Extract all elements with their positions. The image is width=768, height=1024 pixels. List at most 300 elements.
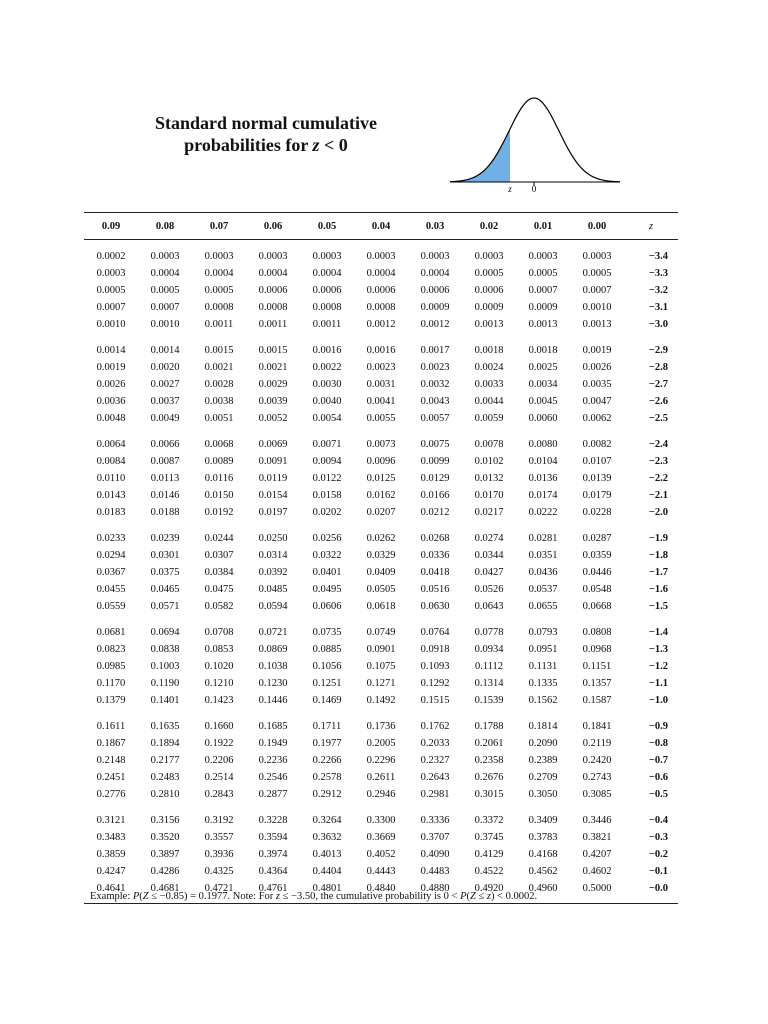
- table-cell: 0.2776: [96, 789, 126, 800]
- table-cell: 0.3446: [582, 815, 612, 826]
- table-cell: 0.0019: [96, 362, 126, 373]
- table-row: [84, 709, 678, 735]
- table-row: [84, 692, 678, 709]
- table-cell: 0.4247: [96, 866, 126, 877]
- row-z-value: −1.3: [648, 644, 668, 655]
- table-cell: 0.1003: [150, 661, 180, 672]
- table-cell: 0.0005: [96, 285, 126, 296]
- table-cell: 0.1038: [258, 661, 288, 672]
- table-cell: 0.0559: [96, 601, 126, 612]
- table-cell: 0.1020: [204, 661, 234, 672]
- table-cell: 0.0217: [474, 507, 504, 518]
- table-cell: 0.2451: [96, 772, 126, 783]
- table-row: [84, 393, 678, 410]
- table-cell: 0.2546: [258, 772, 288, 783]
- row-z-value: −2.4: [648, 439, 668, 450]
- table-row: [84, 316, 678, 333]
- table-cell: 0.0024: [474, 362, 504, 373]
- row-z-value: −1.4: [648, 627, 668, 638]
- table-cell: 0.0162: [366, 490, 396, 501]
- table-cell: 0.3336: [420, 815, 450, 826]
- column-header: 0.01: [516, 213, 570, 240]
- table-cell: 0.0005: [582, 268, 612, 279]
- title-line-2-suffix: < 0: [319, 135, 348, 155]
- table-cell: 0.0951: [528, 644, 558, 655]
- table-row: [84, 299, 678, 316]
- table-cell: 0.0618: [366, 601, 396, 612]
- table-cell: 0.0166: [420, 490, 450, 501]
- table-cell: 0.0287: [582, 533, 612, 544]
- table-cell: 0.0051: [204, 413, 234, 424]
- table-cell: 0.4443: [366, 866, 396, 877]
- table-cell: 0.0885: [312, 644, 342, 655]
- table-cell: 0.1492: [366, 695, 396, 706]
- table-cell: 0.4721: [192, 880, 246, 904]
- table-cell: 0.1093: [420, 661, 450, 672]
- table-cell: 0.4960: [516, 880, 570, 904]
- table-cell: 0.0129: [420, 473, 450, 484]
- table-cell: 0.0008: [312, 302, 342, 313]
- table-cell: 0.0582: [204, 601, 234, 612]
- table-cell: 0.0179: [582, 490, 612, 501]
- table-cell: 0.1539: [474, 695, 504, 706]
- table-cell: 0.0003: [150, 251, 180, 262]
- column-header: 0.06: [246, 213, 300, 240]
- note-part: Z: [142, 891, 149, 902]
- table-cell: 0.4286: [150, 866, 180, 877]
- table-cell: 0.0008: [366, 302, 396, 313]
- title-line-2: [140, 134, 392, 156]
- table-cell: 0.0392: [258, 567, 288, 578]
- table-row: [84, 581, 678, 598]
- table-row: [84, 863, 678, 880]
- row-z-value: −2.0: [648, 507, 668, 518]
- table-cell: 0.2946: [366, 789, 396, 800]
- table-cell: 0.1446: [258, 695, 288, 706]
- example-note: [90, 891, 537, 902]
- table-row: [84, 453, 678, 470]
- table-cell: 0.0025: [528, 362, 558, 373]
- table-cell: 0.2148: [96, 755, 126, 766]
- table-row: [84, 470, 678, 487]
- table-cell: 0.0202: [312, 507, 342, 518]
- row-z-value: −3.3: [648, 268, 668, 279]
- table-cell: 0.1131: [528, 661, 558, 672]
- table-cell: 0.0047: [582, 396, 612, 407]
- table-cell: 0.0188: [150, 507, 180, 518]
- table-cell: 0.4168: [528, 849, 558, 860]
- table-cell: 0.1611: [96, 721, 126, 732]
- table-cell: 0.0125: [366, 473, 396, 484]
- table-cell: 0.2483: [150, 772, 180, 783]
- table-cell: 0.0035: [582, 379, 612, 390]
- table-cell: 0.0708: [204, 627, 234, 638]
- table-cell: 0.3783: [528, 832, 558, 843]
- table-cell: 0.0192: [204, 507, 234, 518]
- note-part: ≤ −3.50, the cumulative probability is 0 <: [280, 891, 461, 902]
- table-cell: 0.0043: [420, 396, 450, 407]
- table-cell: 0.1379: [96, 695, 126, 706]
- table-cell: 0.0010: [150, 319, 180, 330]
- row-z-value: −0.5: [648, 789, 668, 800]
- table-cell: 0.1685: [258, 721, 288, 732]
- table-cell: 0.3085: [582, 789, 612, 800]
- table-cell: 0.0012: [420, 319, 450, 330]
- table-cell: 0.0091: [258, 456, 288, 467]
- row-z-value: −0.2: [648, 849, 668, 860]
- table-cell: 0.0003: [420, 251, 450, 262]
- row-z-value: −2.3: [648, 456, 668, 467]
- note-part: z: [275, 891, 281, 902]
- table-cell: 0.0375: [150, 567, 180, 578]
- table-cell: 0.2676: [474, 772, 504, 783]
- table-cell: 0.0359: [582, 550, 612, 561]
- table-cell: 0.0721: [258, 627, 288, 638]
- table-cell: 0.3483: [96, 832, 126, 843]
- table-cell: 0.2177: [150, 755, 180, 766]
- table-cell: 0.3594: [258, 832, 288, 843]
- table-cell: 0.1335: [528, 678, 558, 689]
- table-cell: 0.1151: [582, 661, 612, 672]
- table-cell: 0.0014: [96, 345, 126, 356]
- row-z-value: −0.3: [648, 832, 668, 843]
- column-header: 0.02: [462, 213, 516, 240]
- table-cell: 0.0027: [150, 379, 180, 390]
- column-header-z: z: [624, 213, 678, 240]
- table-cell: 0.0475: [204, 584, 234, 595]
- table-cell: 0.0009: [420, 302, 450, 313]
- table-cell: 0.4761: [246, 880, 300, 904]
- table-cell: 0.0668: [582, 601, 612, 612]
- table-cell: 0.0017: [420, 345, 450, 356]
- table-cell: 0.0003: [474, 251, 504, 262]
- table-cell: 0.4602: [582, 866, 612, 877]
- table-cell: 0.0367: [96, 567, 126, 578]
- table-cell: 0.0322: [312, 550, 342, 561]
- table-cell: 0.0041: [366, 396, 396, 407]
- table-cell: 0.2981: [420, 789, 450, 800]
- table-row: [84, 641, 678, 658]
- table-cell: 0.3228: [258, 815, 288, 826]
- row-z-value: −2.8: [648, 362, 668, 373]
- table-cell: 0.0418: [420, 567, 450, 578]
- table-cell: 0.1423: [204, 695, 234, 706]
- table-cell: 0.0003: [582, 251, 612, 262]
- table-cell: 0.1587: [582, 695, 612, 706]
- table-cell: 0.0071: [312, 439, 342, 450]
- table-cell: 0.0096: [366, 456, 396, 467]
- table-cell: 0.0048: [96, 413, 126, 424]
- note-part: ≤: [475, 891, 487, 902]
- table-cell: 0.0006: [366, 285, 396, 296]
- z-table: [84, 212, 678, 904]
- table-cell: 0.0132: [474, 473, 504, 484]
- table-cell: 0.0749: [366, 627, 396, 638]
- table-cell: 0.0256: [312, 533, 342, 544]
- table-cell: 0.1949: [258, 738, 288, 749]
- table-cell: 0.0212: [420, 507, 450, 518]
- table-cell: 0.0136: [528, 473, 558, 484]
- table-cell: 0.4840: [354, 880, 408, 904]
- table-cell: 0.0021: [204, 362, 234, 373]
- table-cell: 0.3372: [474, 815, 504, 826]
- table-cell: 0.1867: [96, 738, 126, 749]
- table-row: [84, 829, 678, 846]
- table-cell: 0.0094: [312, 456, 342, 467]
- table-cell: 0.4013: [312, 849, 342, 860]
- table-cell: 0.1469: [312, 695, 342, 706]
- row-z-value: −0.6: [648, 772, 668, 783]
- table-row: [84, 521, 678, 547]
- table-cell: 0.0174: [528, 490, 558, 501]
- table-cell: 0.0301: [150, 550, 180, 561]
- table-cell: 0.0694: [150, 627, 180, 638]
- table-cell: 0.0823: [96, 644, 126, 655]
- table-cell: 0.0004: [312, 268, 342, 279]
- table-row: [84, 504, 678, 521]
- table-cell: 0.0150: [204, 490, 234, 501]
- table-cell: 0.1977: [312, 738, 342, 749]
- row-z-value: −3.4: [648, 251, 668, 262]
- row-z-value: −1.8: [648, 550, 668, 561]
- row-z-value: −2.6: [648, 396, 668, 407]
- table-header-row: [84, 213, 678, 240]
- table-cell: 0.1841: [582, 721, 612, 732]
- table-cell: 0.0505: [366, 584, 396, 595]
- table-cell: 0.3192: [204, 815, 234, 826]
- row-z-value: −2.9: [648, 345, 668, 356]
- table-cell: 0.0020: [150, 362, 180, 373]
- table-cell: 0.4880: [408, 880, 462, 904]
- table-cell: 0.0170: [474, 490, 504, 501]
- title-z-symbol: z: [312, 135, 320, 155]
- table-row: [84, 282, 678, 299]
- row-z-value: −3.0: [648, 319, 668, 330]
- table-cell: 0.0250: [258, 533, 288, 544]
- table-cell: 0.0005: [204, 285, 234, 296]
- table-cell: 0.0038: [204, 396, 234, 407]
- table-cell: 0.1170: [96, 678, 126, 689]
- table-cell: 0.0078: [474, 439, 504, 450]
- table-row: [84, 240, 678, 266]
- table-cell: 0.1112: [474, 661, 504, 672]
- row-z-value: −0.7: [648, 755, 668, 766]
- table-cell: 0.0630: [420, 601, 450, 612]
- table-cell: 0.0526: [474, 584, 504, 595]
- table-cell: 0.0985: [96, 661, 126, 672]
- table-cell: 0.0068: [204, 439, 234, 450]
- table-cell: 0.0037: [150, 396, 180, 407]
- table-cell: 0.0268: [420, 533, 450, 544]
- table-row: [84, 359, 678, 376]
- table-cell: 0.0023: [420, 362, 450, 373]
- table-cell: 0.0119: [258, 473, 288, 484]
- table-cell: 0.4052: [366, 849, 396, 860]
- table-cell: 0.0548: [582, 584, 612, 595]
- table-cell: 0.0002: [96, 251, 126, 262]
- table-cell: 0.0003: [312, 251, 342, 262]
- table-cell: 0.0336: [420, 550, 450, 561]
- table-cell: 0.2206: [204, 755, 234, 766]
- table-cell: 0.4681: [138, 880, 192, 904]
- table-cell: 0.0016: [366, 345, 396, 356]
- table-cell: 0.0778: [474, 627, 504, 638]
- table-cell: 0.0016: [312, 345, 342, 356]
- table-cell: 0.0207: [366, 507, 396, 518]
- table-cell: 0.0082: [582, 439, 612, 450]
- table-cell: 0.2266: [312, 755, 342, 766]
- table-cell: 0.3859: [96, 849, 126, 860]
- row-z-value: −0.0: [624, 880, 678, 904]
- table-cell: 0.0054: [312, 413, 342, 424]
- column-header: 0.09: [84, 213, 138, 240]
- table-cell: 0.0055: [366, 413, 396, 424]
- note-part: P: [132, 891, 140, 902]
- table-row: [84, 675, 678, 692]
- table-cell: 0.0045: [528, 396, 558, 407]
- table-cell: 0.0110: [96, 473, 126, 484]
- row-z-value: −0.4: [648, 815, 668, 826]
- table-cell: 0.0735: [312, 627, 342, 638]
- table-cell: 0.0006: [258, 285, 288, 296]
- table-cell: 0.4364: [258, 866, 288, 877]
- table-cell: 0.0004: [366, 268, 396, 279]
- table-cell: 0.0244: [204, 533, 234, 544]
- table-cell: 0.4207: [582, 849, 612, 860]
- table-cell: 0.0006: [312, 285, 342, 296]
- table-cell: 0.0015: [258, 345, 288, 356]
- table-row: [84, 803, 678, 829]
- table-cell: 0.0039: [258, 396, 288, 407]
- table-cell: 0.0143: [96, 490, 126, 501]
- table-cell: 0.0006: [474, 285, 504, 296]
- table-cell: 0.0029: [258, 379, 288, 390]
- table-cell: 0.1814: [528, 721, 558, 732]
- table-cell: 0.1736: [366, 721, 396, 732]
- table-cell: 0.2514: [204, 772, 234, 783]
- row-z-value: −1.9: [648, 533, 668, 544]
- table-cell: 0.4920: [462, 880, 516, 904]
- table-row: [84, 786, 678, 803]
- table-cell: 0.0102: [474, 456, 504, 467]
- table-row: [84, 846, 678, 863]
- table-cell: 0.0044: [474, 396, 504, 407]
- table-cell: 0.0003: [96, 268, 126, 279]
- z-table-container: [84, 212, 684, 904]
- table-cell: 0.0154: [258, 490, 288, 501]
- table-cell: 0.0031: [366, 379, 396, 390]
- table-cell: 0.0351: [528, 550, 558, 561]
- table-cell: 0.0008: [258, 302, 288, 313]
- table-cell: 0.0113: [150, 473, 180, 484]
- table-cell: 0.1056: [312, 661, 342, 672]
- table-cell: 0.0007: [582, 285, 612, 296]
- table-row: [84, 547, 678, 564]
- table-cell: 0.0537: [528, 584, 558, 595]
- table-cell: 0.0571: [150, 601, 180, 612]
- page-title: [140, 112, 392, 156]
- table-cell: 0.0007: [96, 302, 126, 313]
- table-row: [84, 410, 678, 427]
- table-cell: 0.2005: [366, 738, 396, 749]
- table-cell: 0.0010: [582, 302, 612, 313]
- table-cell: 0.0409: [366, 567, 396, 578]
- table-row: [84, 615, 678, 641]
- table-cell: 0.0233: [96, 533, 126, 544]
- table-cell: 0.0764: [420, 627, 450, 638]
- table-cell: 0.0139: [582, 473, 612, 484]
- table-cell: 0.0003: [366, 251, 396, 262]
- table-cell: 0.0008: [204, 302, 234, 313]
- table-row: [84, 427, 678, 453]
- table-cell: 0.3156: [150, 815, 180, 826]
- table-cell: 0.0011: [204, 319, 234, 330]
- table-cell: 0.0003: [258, 251, 288, 262]
- table-cell: 0.0239: [150, 533, 180, 544]
- table-cell: 0.0075: [420, 439, 450, 450]
- note-part: ) < 0.0002.: [490, 891, 538, 902]
- table-cell: 0.0005: [150, 285, 180, 296]
- table-cell: 0.0344: [474, 550, 504, 561]
- table-cell: 0.0030: [312, 379, 342, 390]
- table-cell: 0.4404: [312, 866, 342, 877]
- table-cell: 0.0026: [96, 379, 126, 390]
- table-row: [84, 658, 678, 675]
- table-cell: 0.0057: [420, 413, 450, 424]
- table-cell: 0.2358: [474, 755, 504, 766]
- row-z-value: −0.8: [648, 738, 668, 749]
- table-cell: 0.2296: [366, 755, 396, 766]
- table-cell: 0.0793: [528, 627, 558, 638]
- table-cell: 0.0003: [528, 251, 558, 262]
- table-cell: 0.4801: [300, 880, 354, 904]
- table-cell: 0.0099: [420, 456, 450, 467]
- table-cell: 0.0968: [582, 644, 612, 655]
- table-cell: 0.0049: [150, 413, 180, 424]
- table-cell: 0.0080: [528, 439, 558, 450]
- table-cell: 0.3264: [312, 815, 342, 826]
- table-cell: 0.1230: [258, 678, 288, 689]
- column-header: 0.05: [300, 213, 354, 240]
- table-cell: 0.1762: [420, 721, 450, 732]
- table-cell: 0.0059: [474, 413, 504, 424]
- table-cell: 0.0384: [204, 567, 234, 578]
- note-part: P: [460, 891, 467, 902]
- column-header: 0.07: [192, 213, 246, 240]
- table-cell: 0.0007: [150, 302, 180, 313]
- table-cell: 0.4483: [420, 866, 450, 877]
- table-cell: 0.0183: [96, 507, 126, 518]
- table-cell: 0.2843: [204, 789, 234, 800]
- table-cell: 0.3632: [312, 832, 342, 843]
- table-cell: 0.3557: [204, 832, 234, 843]
- table-cell: 0.1357: [582, 678, 612, 689]
- table-cell: 0.0228: [582, 507, 612, 518]
- row-z-value: −0.1: [648, 866, 668, 877]
- table-cell: 0.1788: [474, 721, 504, 732]
- table-cell: 0.0015: [204, 345, 234, 356]
- table-cell: 0.3015: [474, 789, 504, 800]
- table-cell: 0.0274: [474, 533, 504, 544]
- table-cell: 0.4325: [204, 866, 234, 877]
- table-cell: 0.0262: [366, 533, 396, 544]
- table-cell: 0.0005: [528, 268, 558, 279]
- table-cell: 0.0281: [528, 533, 558, 544]
- table-cell: 0.0087: [150, 456, 180, 467]
- table-cell: 0.0012: [366, 319, 396, 330]
- note-part: Example:: [90, 891, 133, 902]
- table-cell: 0.2061: [474, 738, 504, 749]
